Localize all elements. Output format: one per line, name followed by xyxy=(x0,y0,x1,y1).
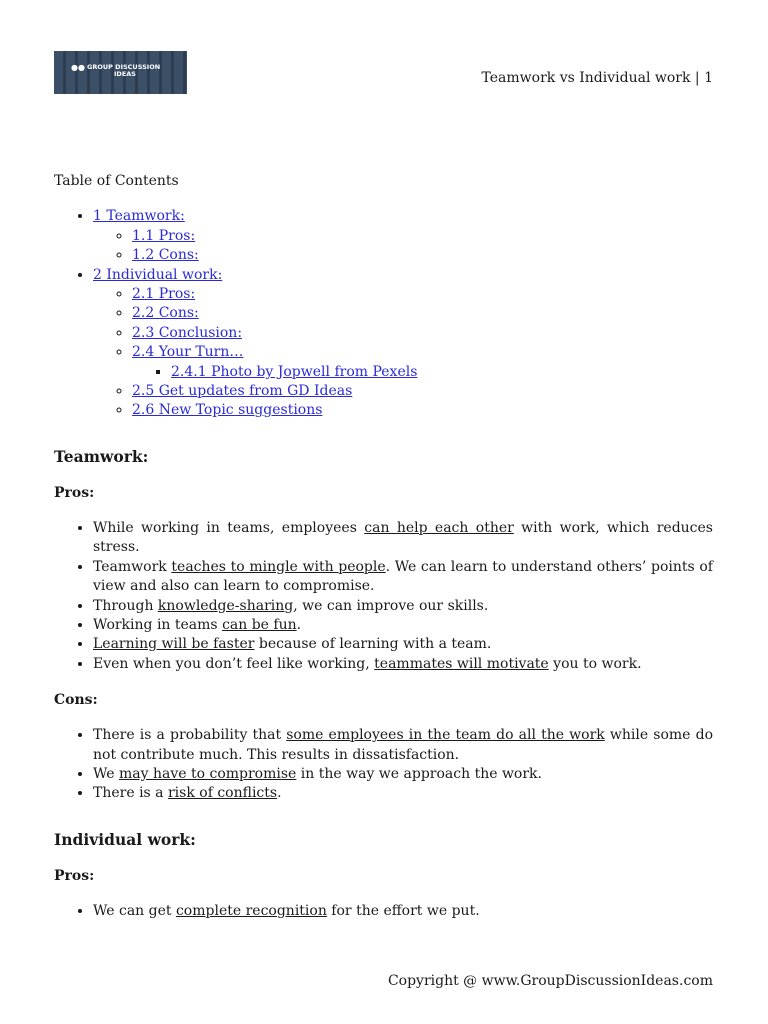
toc-link-teamwork-cons[interactable]: 1.2 Cons: xyxy=(132,247,199,264)
logo-text-line1: GROUP DISCUSSION xyxy=(87,63,161,71)
list-item: • Teamwork teaches to mingle with people. We can learn to understand others’ points of view and also can learn to compromise. xyxy=(93,558,713,597)
emphasis: complete recognition xyxy=(175,902,327,919)
toc-link-topic-suggestions[interactable]: 2.6 New Topic suggestions xyxy=(132,402,323,419)
individual-pros-list xyxy=(54,902,713,921)
teamwork-cons-list xyxy=(54,726,713,804)
copyright-footer: Copyright @ www.GroupDiscussionIdeas.com xyxy=(387,973,713,989)
toc-link-teamwork-pros[interactable]: 1.1 Pros: xyxy=(132,227,196,244)
toc-link-your-turn[interactable]: 2.4 Your Turn… xyxy=(132,344,244,361)
toc-item xyxy=(93,207,713,265)
individual-work-heading: Individual work: xyxy=(54,829,196,849)
emphasis: some employees in the team do all the work xyxy=(286,727,605,744)
table-of-contents xyxy=(54,207,713,420)
article-content xyxy=(54,172,713,921)
toc-link-individual-work[interactable]: 2 Individual work: xyxy=(93,266,223,283)
list-item: • There is a risk of conflicts. xyxy=(93,784,713,803)
toc-item xyxy=(132,343,713,382)
emphasis: risk of conflicts xyxy=(167,785,278,802)
teamwork-pros-heading: Pros: xyxy=(54,484,95,501)
toc-link-photo-credit[interactable]: 2.4.1 Photo by Jopwell from Pexels xyxy=(171,363,418,380)
people-icon: ●● xyxy=(71,63,85,72)
toc-link-teamwork[interactable]: 1 Teamwork: xyxy=(93,208,185,225)
toc-item xyxy=(132,401,713,420)
emphasis: teaches to mingle with people xyxy=(171,558,386,575)
toc-item xyxy=(132,227,713,246)
list-item: • Learning will be faster because of learning with a team. xyxy=(93,635,713,654)
teamwork-heading: Teamwork: xyxy=(54,446,149,466)
list-item: • Even when you don’t feel like working, teammates will motivate you to work. xyxy=(93,655,713,674)
toc-item xyxy=(132,382,713,401)
list-item: • While working in teams, employees can help each other with work, which reduces stress. xyxy=(93,519,713,558)
toc-item xyxy=(132,304,713,323)
teamwork-pros-list xyxy=(54,519,713,674)
emphasis: can be fun xyxy=(222,616,297,633)
toc-item xyxy=(132,285,713,304)
toc-item xyxy=(132,246,713,265)
site-logo[interactable] xyxy=(54,51,187,94)
emphasis: can help each other xyxy=(364,519,514,536)
toc-item xyxy=(132,324,713,343)
individual-pros-heading: Pros: xyxy=(54,867,95,884)
toc-link-individual-pros[interactable]: 2.1 Pros: xyxy=(132,286,196,303)
toc-link-conclusion[interactable]: 2.3 Conclusion: xyxy=(132,324,243,341)
toc-link-get-updates[interactable]: 2.5 Get updates from GD Ideas xyxy=(132,383,353,400)
emphasis: knowledge-sharing xyxy=(157,597,294,614)
toc-item xyxy=(93,266,713,421)
list-item: • We can get complete recognition for the effort we put. xyxy=(93,902,713,921)
page-header-title: Teamwork vs Individual work | 1 xyxy=(481,70,713,86)
list-item: • Working in teams can be fun. xyxy=(93,616,713,635)
emphasis: teammates will motivate xyxy=(374,655,549,672)
toc-link-individual-cons[interactable]: 2.2 Cons: xyxy=(132,305,199,322)
logo-text-line2: IDEAS xyxy=(114,70,136,78)
toc-title: Table of Contents xyxy=(54,173,179,189)
teamwork-cons-heading: Cons: xyxy=(54,692,98,709)
list-item: • There is a probability that some employees in the team do all the work while some do not contribute much. This results in dissatisfaction. xyxy=(93,726,713,765)
list-item: • Through knowledge-sharing, we can improve our skills. xyxy=(93,597,713,616)
emphasis: may have to compromise xyxy=(118,765,297,782)
list-item: • We may have to compromise in the way we approach the work. xyxy=(93,765,713,784)
toc-item xyxy=(171,363,713,382)
emphasis: Learning will be faster xyxy=(93,636,255,653)
